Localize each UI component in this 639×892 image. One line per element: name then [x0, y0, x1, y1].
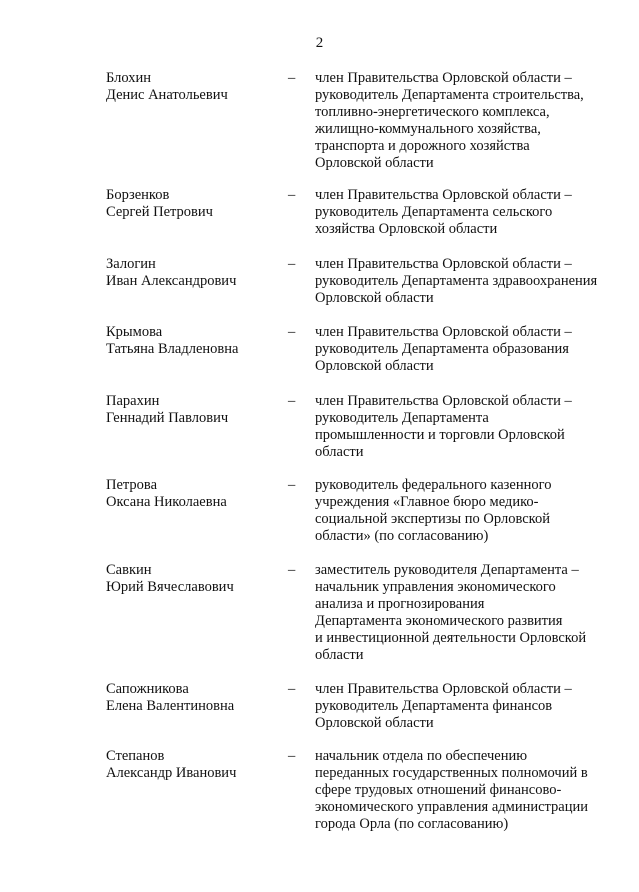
role-line: член Правительства Орловской области –: [315, 70, 572, 86]
role-line: руководитель Департамента финансов: [315, 698, 553, 714]
member-role: [315, 70, 584, 172]
dash-separator: –: [288, 477, 296, 493]
member-surname: Парахин: [106, 393, 160, 409]
member-surname: Савкин: [106, 562, 152, 578]
role-line: сфере трудовых отношений финансово-: [315, 782, 562, 798]
role-line: член Правительства Орловской области –: [315, 393, 572, 409]
role-line: Департамента экономического развития: [315, 613, 563, 629]
role-line: заместитель руководителя Департамента –: [315, 562, 579, 578]
dash-separator: –: [288, 324, 296, 340]
dash-separator: –: [288, 748, 296, 764]
member-given-names: Елена Валентиновна: [106, 698, 235, 714]
member-given-names: Александр Иванович: [106, 765, 237, 781]
member-name: [106, 748, 236, 782]
member-given-names: Денис Анатольевич: [106, 87, 228, 103]
role-line: экономического управления администрации: [315, 799, 589, 815]
role-line: руководитель Департамента строительства,: [315, 87, 584, 103]
role-line: промышленности и торговли Орловской: [315, 427, 565, 443]
role-line: и инвестиционной деятельности Орловской: [315, 630, 587, 646]
member-given-names: Юрий Вячеславович: [106, 579, 234, 595]
member-role: [315, 477, 551, 545]
role-line: хозяйства Орловской области: [315, 221, 498, 237]
dash-separator: –: [288, 393, 296, 409]
member-surname: Степанов: [106, 748, 165, 764]
member-given-names: Геннадий Павлович: [106, 410, 229, 426]
role-line: Орловской области: [315, 358, 434, 374]
member-surname: Блохин: [106, 70, 152, 86]
role-line: области» (по согласованию): [315, 528, 489, 544]
role-line: области: [315, 444, 364, 460]
member-given-names: Иван Александрович: [106, 273, 237, 289]
member-name: [106, 187, 213, 221]
role-line: руководитель Департамента образования: [315, 341, 569, 357]
role-line: города Орла (по согласованию): [315, 816, 509, 832]
member-name: [106, 477, 227, 511]
role-line: руководитель Департамента здравоохранения: [315, 273, 598, 289]
role-line: топливно-энергетического комплекса,: [315, 104, 550, 120]
member-role: [315, 393, 572, 461]
member-name: [106, 393, 228, 427]
member-surname: Залогин: [106, 256, 156, 272]
member-surname: Крымова: [106, 324, 163, 340]
page-number: 2: [315, 35, 324, 51]
dash-separator: –: [288, 562, 296, 578]
role-line: член Правительства Орловской области –: [315, 187, 572, 203]
member-role: [315, 681, 572, 732]
member-surname: Борзенков: [106, 187, 170, 203]
role-line: области: [315, 647, 364, 663]
member-surname: Сапожникова: [106, 681, 189, 697]
member-role: [315, 187, 572, 238]
role-line: начальник отдела по обеспечению: [315, 748, 528, 764]
role-line: руководитель Департамента: [315, 410, 489, 426]
dash-separator: –: [288, 187, 296, 203]
role-line: член Правительства Орловской области –: [315, 256, 572, 272]
dash-separator: –: [288, 256, 296, 272]
role-line: учреждения «Главное бюро медико-: [315, 494, 539, 510]
member-name: [106, 562, 234, 596]
member-name: [106, 324, 238, 358]
role-line: Орловской области: [315, 155, 434, 171]
dash-separator: –: [288, 681, 296, 697]
role-line: жилищно-коммунального хозяйства,: [315, 121, 541, 137]
dash-separator: –: [288, 70, 296, 86]
role-line: переданных государственных полномочий в: [315, 765, 588, 781]
role-line: начальник управления экономического: [315, 579, 556, 595]
member-role: [315, 748, 588, 833]
role-line: социальной экспертизы по Орловской: [315, 511, 550, 527]
role-line: руководитель федерального казенного: [315, 477, 552, 493]
member-name: [106, 70, 228, 104]
member-surname: Петрова: [106, 477, 158, 493]
role-line: Орловской области: [315, 715, 434, 731]
role-line: руководитель Департамента сельского: [315, 204, 553, 220]
member-given-names: Татьяна Владленовна: [106, 341, 239, 357]
role-line: Орловской области: [315, 290, 434, 306]
role-line: член Правительства Орловской области –: [315, 324, 572, 340]
member-role: [315, 256, 597, 307]
role-line: член Правительства Орловской области –: [315, 681, 572, 697]
member-role: [315, 324, 572, 375]
member-given-names: Сергей Петрович: [106, 204, 213, 220]
role-line: транспорта и дорожного хозяйства: [315, 138, 530, 154]
member-role: [315, 562, 586, 664]
member-name: [106, 256, 236, 290]
role-line: анализа и прогнозирования: [315, 596, 485, 612]
member-given-names: Оксана Николаевна: [106, 494, 227, 510]
member-name: [106, 681, 234, 715]
